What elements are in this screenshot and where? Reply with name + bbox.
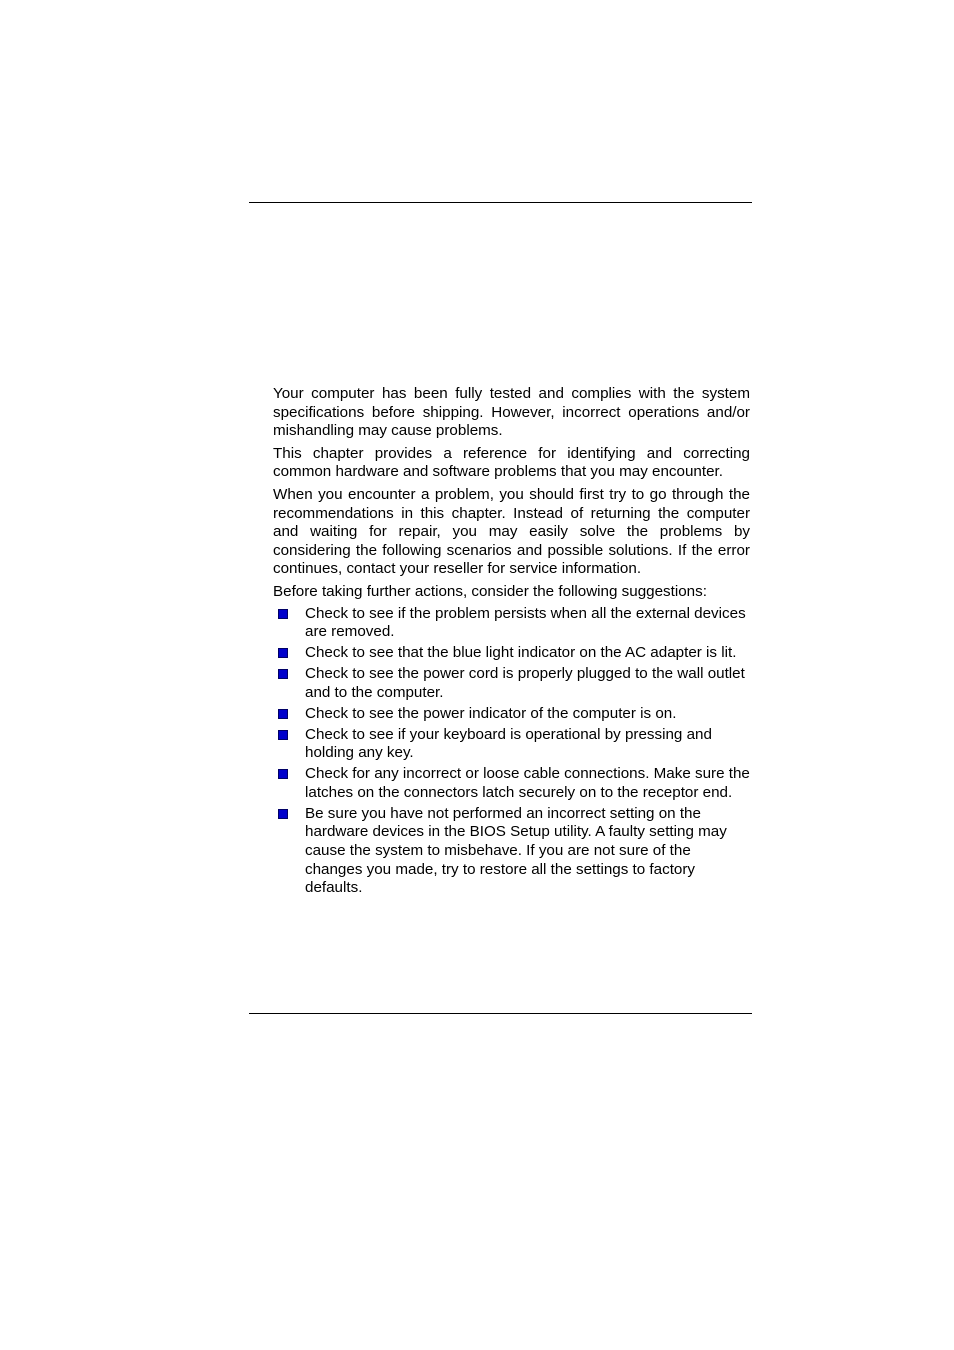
suggestions-intro: Before taking further actions, consider the following suggestions: bbox=[273, 582, 707, 600]
suggestion-text: Check to see the power indicator of the computer is on. bbox=[305, 704, 677, 722]
suggestions-list bbox=[273, 605, 750, 898]
suggestion-item bbox=[273, 805, 750, 898]
blue-square-bullet-icon bbox=[278, 669, 288, 679]
blue-square-bullet-icon bbox=[278, 609, 288, 619]
blue-square-bullet-icon bbox=[278, 769, 288, 779]
suggestion-text: Check to see if your keyboard is operational by pressing and holding any key. bbox=[305, 725, 712, 762]
suggestion-item bbox=[273, 705, 750, 724]
footer-rule bbox=[249, 1013, 752, 1014]
blue-square-bullet-icon bbox=[278, 648, 288, 658]
intro-paragraph-2: This chapter provides a reference for identifying and correcting common hardware and software problems that you may encounter. bbox=[273, 444, 750, 481]
suggestion-item bbox=[273, 726, 750, 763]
suggestion-text: Check to see that the blue light indicator on the AC adapter is lit. bbox=[305, 644, 737, 662]
suggestion-item bbox=[273, 644, 750, 663]
suggestion-text: Check to see the power cord is properly plugged to the wall outlet and to the computer. bbox=[305, 665, 745, 701]
suggestion-item bbox=[273, 605, 750, 642]
blue-square-bullet-icon bbox=[278, 709, 288, 719]
suggestion-text: Be sure you have not performed an incorrect setting on the hardware devices in the BIOS Setup utility. A faulty setting may cause the system to misbehave. If you are not sure of the changes you made, try to restore all the settings to factory defaults. bbox=[305, 804, 727, 897]
intro-paragraph-3: When you encounter a problem, you should first try to go through the recommendations in this chapter. Instead of returning the computer and waiting for repair, you may easily solve the problems by considering the following scenarios and possible solutions. If the error continues, contact your reseller for service information. bbox=[273, 485, 750, 578]
blue-square-bullet-icon bbox=[278, 730, 288, 740]
suggestion-item bbox=[273, 765, 750, 802]
suggestion-text: Check to see if the problem persists when all the external devices are removed. bbox=[305, 604, 746, 641]
header-rule bbox=[249, 202, 752, 203]
blue-square-bullet-icon bbox=[278, 809, 288, 819]
intro-paragraph-1: Your computer has been fully tested and complies with the system specifications before shipping. However, incorrect operations and/or mishandling may cause problems. bbox=[273, 385, 750, 440]
suggestion-item bbox=[273, 665, 750, 702]
page-body bbox=[273, 385, 750, 900]
suggestion-text: Check for any incorrect or loose cable connections. Make sure the latches on the connectors latch securely on to the receptor end. bbox=[305, 765, 750, 801]
